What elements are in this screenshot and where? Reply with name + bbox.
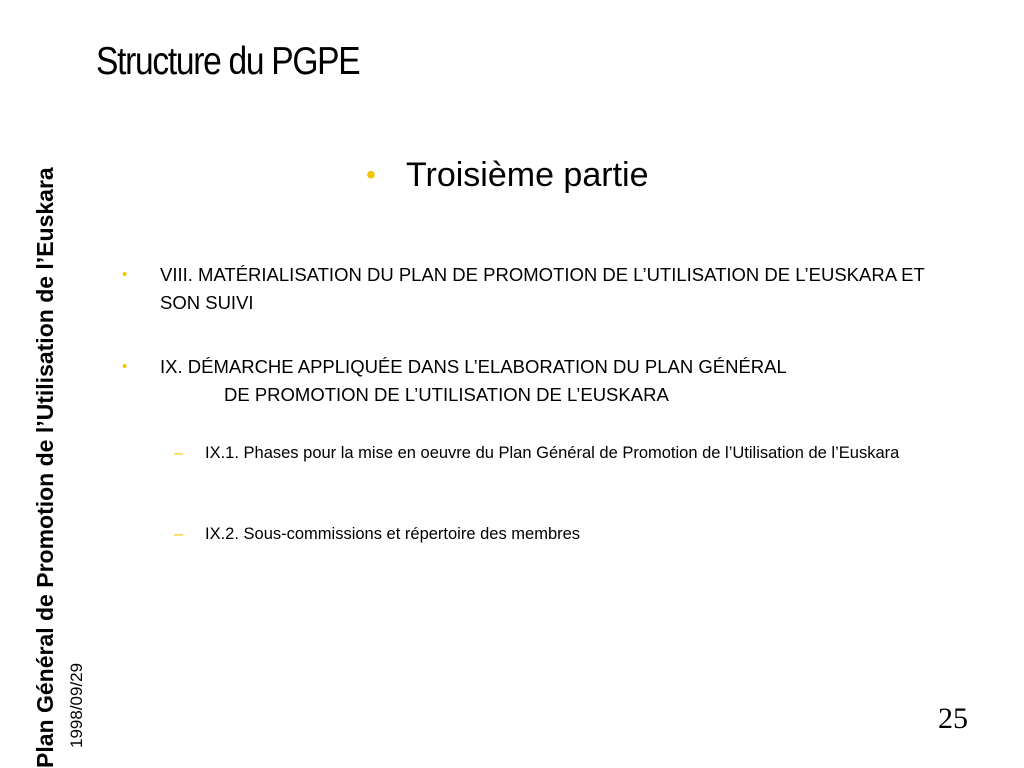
list-item-text: VIII. MATÉRIALISATION DU PLAN DE PROMOTION DE L’UTILISATION DE L’EUSKARA ET SON SUIVI [160, 264, 925, 313]
sub-item-text: IX.2. Sous-commissions et répertoire des membres [205, 525, 581, 543]
list-item-text [160, 353, 950, 409]
dash-icon: – [174, 444, 184, 462]
slide-title: Structure du PGPE [96, 40, 360, 83]
sidebar-title: Plan Général de Promotion de l’Utilisation de l’Euskara [32, 167, 58, 768]
sidebar-date: 1998/09/29 [67, 662, 86, 748]
sub-item-ix-2 [174, 522, 940, 546]
dash-icon: – [174, 525, 184, 543]
sub-item-text: IX.1. Phases pour la mise en oeuvre du Plan Général de Promotion de l’Utilisation de l’Euskara [205, 444, 900, 462]
list-item-ix [122, 353, 950, 409]
page-number: 25 [938, 702, 968, 735]
sub-item-ix-1 [174, 441, 940, 465]
list-item-text-line2: DE PROMOTION DE L’UTILISATION DE L’EUSKARA [224, 384, 669, 405]
bullet-icon: • [122, 266, 128, 283]
bullet-icon: • [366, 159, 376, 190]
list-item-text-line1: IX. DÉMARCHE APPLIQUÉE DANS L’ELABORATION DU PLAN GÉNÉRAL [160, 356, 787, 377]
bullet-icon: • [122, 358, 128, 375]
section-heading [366, 153, 648, 197]
section-heading-text: Troisième partie [406, 156, 649, 194]
list-item-viii [122, 261, 950, 317]
